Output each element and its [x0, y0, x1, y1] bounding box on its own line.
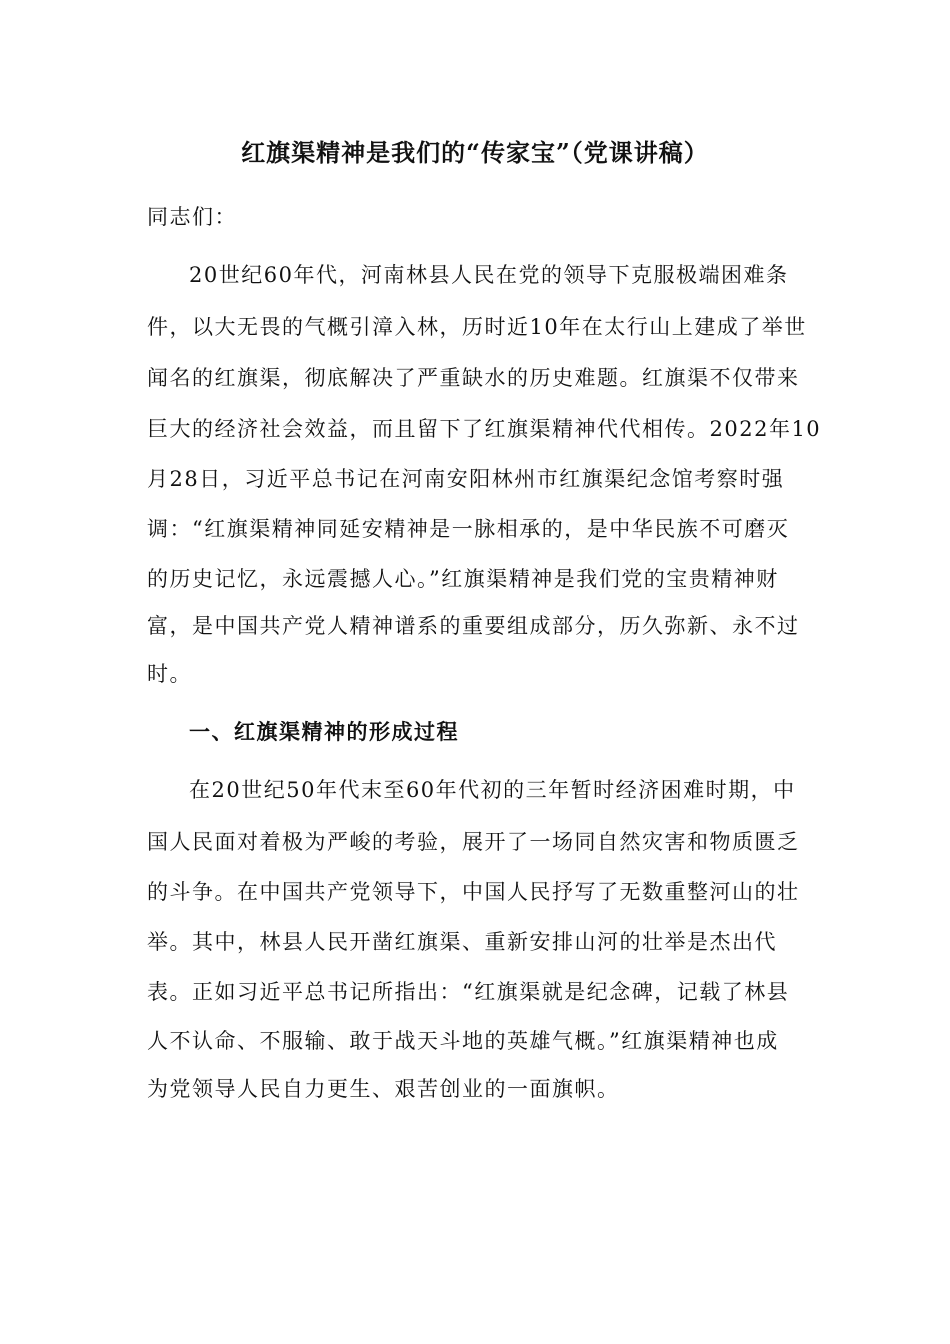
paragraph-1-line: 月28日，习近平总书记在河南安阳林州市红旗渠纪念馆考察时强	[147, 467, 785, 491]
paragraph-2-line: 为党领导人民自力更生、艰苦创业的一面旗帜。	[147, 1077, 620, 1101]
section-heading: 一、红旗渠精神的形成过程	[189, 719, 459, 744]
paragraph-1-line: 20世纪60年代，河南林县人民在党的领导下克服极端困难条	[189, 263, 789, 287]
paragraph-2-line: 人不认命、不服输、敢于战天斗地的英雄气概。”红旗渠精神也成	[147, 1029, 779, 1053]
paragraph-1-line: 巨大的经济社会效益，而且留下了红旗渠精神代代相传。2022年10	[147, 417, 822, 441]
paragraph-2-line: 举。其中，林县人民开凿红旗渠、重新安排山河的壮举是杰出代	[147, 930, 777, 954]
paragraph-1-line: 时。	[147, 662, 192, 686]
paragraph-2-line: 在20世纪50年代末至60年代初的三年暂时经济困难时期，中	[189, 778, 796, 802]
paragraph-2-line: 表。正如习近平总书记所指出：“红旗渠就是纪念碑，记载了林县	[147, 980, 790, 1004]
paragraph-1-line: 件，以大无畏的气概引漳入林，历时近10年在太行山上建成了举世	[147, 315, 807, 339]
paragraph-1-line: 调：“红旗渠精神同延安精神是一脉相承的，是中华民族不可磨灭	[147, 517, 790, 541]
paragraph-2-line: 的斗争。在中国共产党领导下，中国人民抒写了无数重整河山的壮	[147, 880, 800, 904]
document-title: 红旗渠精神是我们的“传家宝”（党课讲稿）	[241, 138, 709, 167]
paragraph-2-line: 国人民面对着极为严峻的考验，展开了一场同自然灾害和物质匮乏	[147, 830, 800, 854]
salutation: 同志们：	[147, 205, 237, 229]
paragraph-1-line: 富，是中国共产党人精神谱系的重要组成部分，历久弥新、永不过	[147, 614, 800, 638]
paragraph-1-line: 闻名的红旗渠，彻底解决了严重缺水的历史难题。红旗渠不仅带来	[147, 366, 800, 390]
paragraph-1-line: 的历史记忆，永远震撼人心。”红旗渠精神是我们党的宝贵精神财	[147, 567, 779, 591]
